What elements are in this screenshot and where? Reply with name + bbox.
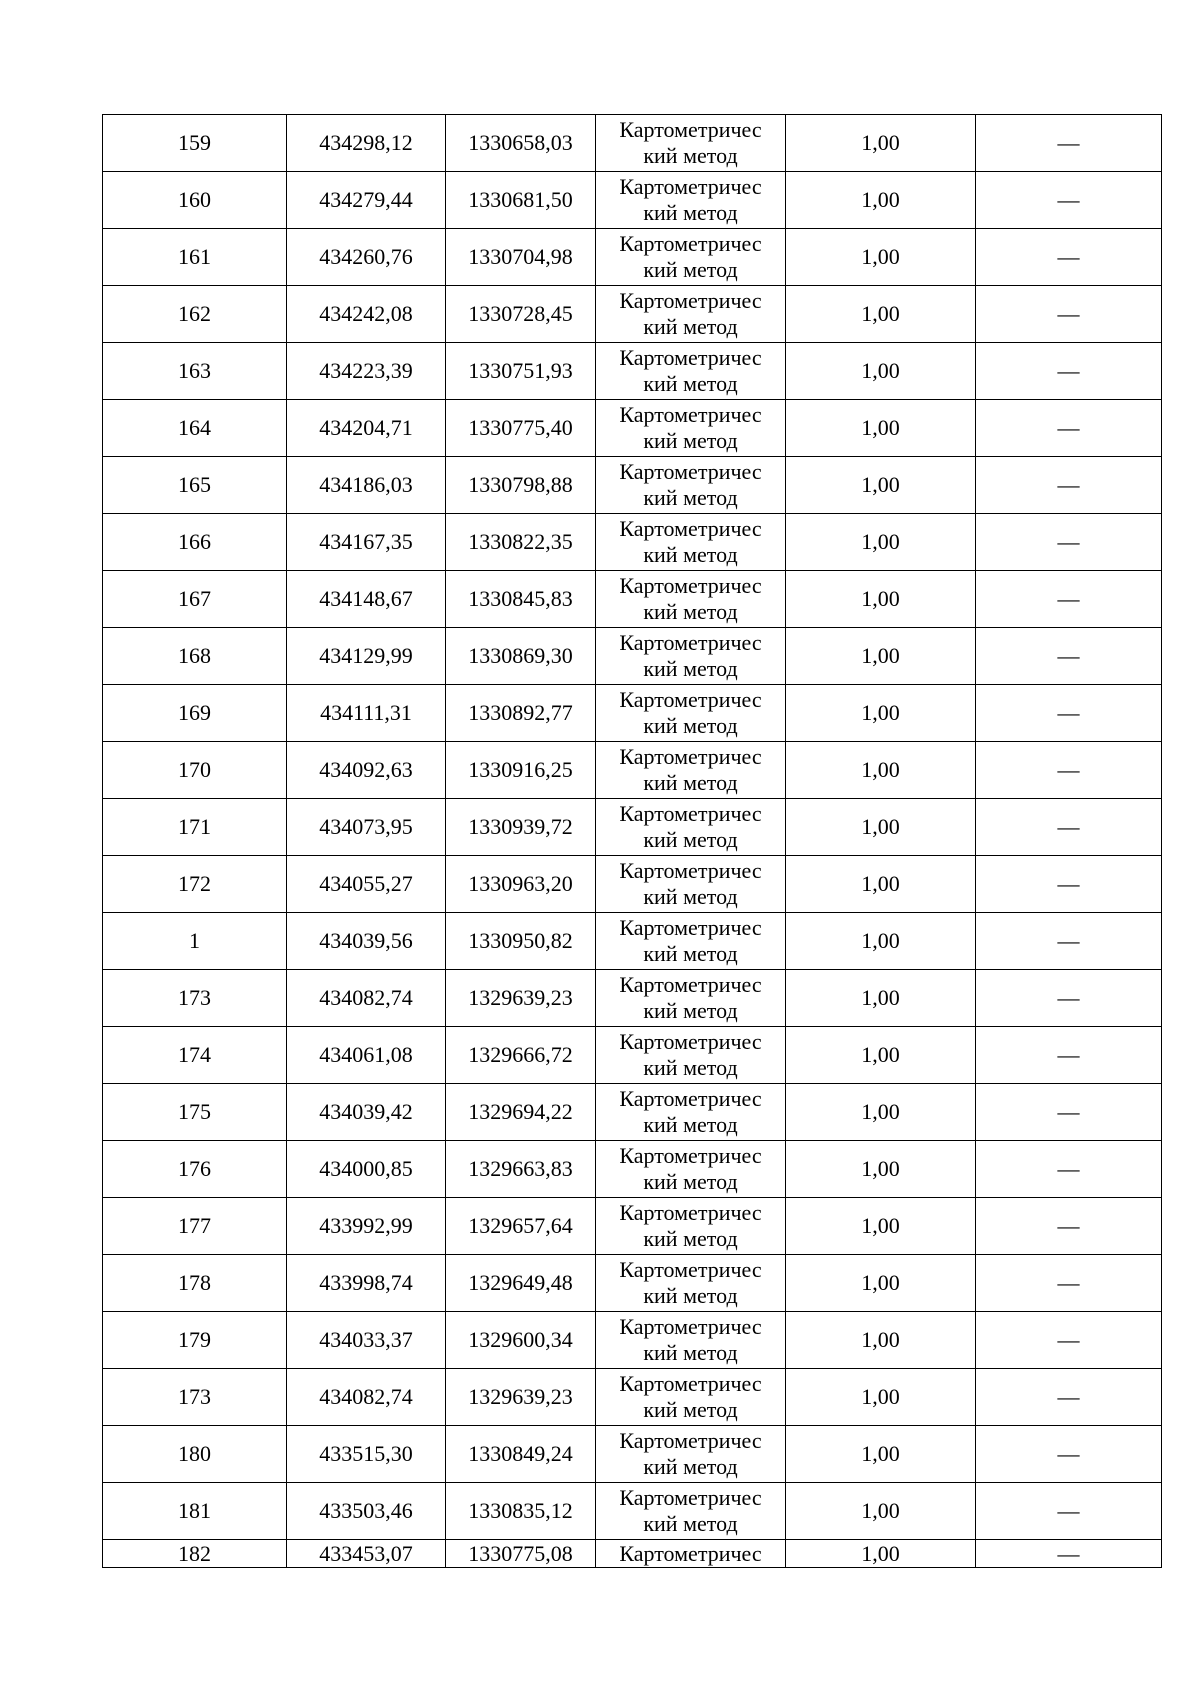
table-row: [103, 343, 1162, 400]
y-coordinate-cell: 1330963,20: [446, 856, 596, 913]
method-line-2: кий метод: [643, 1283, 738, 1308]
table-row: [103, 1483, 1162, 1540]
method-cell: [596, 457, 786, 514]
method-line-1: Картометричес: [619, 516, 762, 541]
method-cell: [596, 1255, 786, 1312]
method-cell: [596, 1426, 786, 1483]
x-coordinate-cell: 433998,74: [287, 1255, 446, 1312]
y-coordinate-cell: 1329663,83: [446, 1141, 596, 1198]
point-number-cell: 170: [103, 742, 287, 799]
accuracy-cell: 1,00: [786, 1255, 976, 1312]
accuracy-cell: 1,00: [786, 1141, 976, 1198]
table-row: [103, 742, 1162, 799]
x-coordinate-cell: 434082,74: [287, 1369, 446, 1426]
method-line-1: Картометричес: [619, 801, 762, 826]
y-coordinate-cell: 1330728,45: [446, 286, 596, 343]
y-coordinate-cell: 1330798,88: [446, 457, 596, 514]
method-line-1: Картометричес: [619, 1029, 762, 1054]
accuracy-cell: 1,00: [786, 1426, 976, 1483]
x-coordinate-cell: 433515,30: [287, 1426, 446, 1483]
y-coordinate-cell: 1330916,25: [446, 742, 596, 799]
method-line-1: Картометричес: [619, 1540, 762, 1566]
table-body: [103, 115, 1162, 1568]
point-number-cell: 1: [103, 913, 287, 970]
description-cell: —: [976, 628, 1162, 685]
description-cell: —: [976, 400, 1162, 457]
x-coordinate-cell: 434082,74: [287, 970, 446, 1027]
y-coordinate-cell: 1330822,35: [446, 514, 596, 571]
x-coordinate-cell: 433503,46: [287, 1483, 446, 1540]
method-line-1: Картометричес: [619, 687, 762, 712]
description-cell: —: [976, 742, 1162, 799]
y-coordinate-cell: 1330835,12: [446, 1483, 596, 1540]
description-cell: —: [976, 1141, 1162, 1198]
table-row: [103, 172, 1162, 229]
accuracy-cell: 1,00: [786, 970, 976, 1027]
method-line-2: кий метод: [643, 485, 738, 510]
table-row: [103, 571, 1162, 628]
accuracy-cell: 1,00: [786, 1084, 976, 1141]
method-line-2: кий метод: [643, 1055, 738, 1080]
method-cell: [596, 343, 786, 400]
table-row: [103, 685, 1162, 742]
point-number-cell: 173: [103, 970, 287, 1027]
description-cell: —: [976, 913, 1162, 970]
point-number-cell: 163: [103, 343, 287, 400]
description-cell: —: [976, 1426, 1162, 1483]
accuracy-cell: 1,00: [786, 172, 976, 229]
method-cell: [596, 1540, 786, 1568]
point-number-cell: 175: [103, 1084, 287, 1141]
x-coordinate-cell: 434279,44: [287, 172, 446, 229]
point-number-cell: 169: [103, 685, 287, 742]
description-cell: —: [976, 1369, 1162, 1426]
x-coordinate-cell: 434129,99: [287, 628, 446, 685]
accuracy-cell: 1,00: [786, 856, 976, 913]
method-line-1: Картометричес: [619, 1485, 762, 1510]
method-line-2: кий метод: [643, 314, 738, 339]
y-coordinate-cell: 1330869,30: [446, 628, 596, 685]
description-cell: —: [976, 970, 1162, 1027]
description-cell: —: [976, 1027, 1162, 1084]
accuracy-cell: 1,00: [786, 799, 976, 856]
table-row: [103, 799, 1162, 856]
accuracy-cell: 1,00: [786, 1312, 976, 1369]
accuracy-cell: 1,00: [786, 1369, 976, 1426]
method-line-1: Картометричес: [619, 1143, 762, 1168]
table-row: [103, 1084, 1162, 1141]
method-line-1: Картометричес: [619, 1257, 762, 1282]
method-line-2: кий метод: [643, 941, 738, 966]
method-line-1: Картометричес: [619, 858, 762, 883]
point-number-cell: 171: [103, 799, 287, 856]
method-line-2: кий метод: [643, 656, 738, 681]
method-cell: [596, 172, 786, 229]
accuracy-cell: 1,00: [786, 571, 976, 628]
method-line-1: Картометричес: [619, 288, 762, 313]
method-line-2: кий метод: [643, 827, 738, 852]
point-number-cell: 172: [103, 856, 287, 913]
accuracy-cell: 1,00: [786, 229, 976, 286]
x-coordinate-cell: 433453,07: [287, 1540, 446, 1568]
method-line-1: Картометричес: [619, 1371, 762, 1396]
x-coordinate-cell: 433992,99: [287, 1198, 446, 1255]
point-number-cell: 165: [103, 457, 287, 514]
table-row: [103, 1141, 1162, 1198]
table-row: [103, 1255, 1162, 1312]
method-cell: [596, 115, 786, 172]
table-row: [103, 628, 1162, 685]
table-row: [103, 514, 1162, 571]
method-line-2: кий метод: [643, 257, 738, 282]
table-row: [103, 856, 1162, 913]
method-cell: [596, 400, 786, 457]
x-coordinate-cell: 434186,03: [287, 457, 446, 514]
description-cell: —: [976, 685, 1162, 742]
method-line-1: Картометричес: [619, 1428, 762, 1453]
method-cell: [596, 856, 786, 913]
point-number-cell: 178: [103, 1255, 287, 1312]
method-line-1: Картометричес: [619, 402, 762, 427]
point-number-cell: 180: [103, 1426, 287, 1483]
table-row: [103, 1312, 1162, 1369]
description-cell: —: [976, 343, 1162, 400]
method-cell: [596, 1084, 786, 1141]
accuracy-cell: 1,00: [786, 343, 976, 400]
table-row: [103, 1426, 1162, 1483]
accuracy-cell: 1,00: [786, 1483, 976, 1540]
method-cell: [596, 685, 786, 742]
accuracy-cell: 1,00: [786, 628, 976, 685]
method-line-2: кий метод: [643, 770, 738, 795]
description-cell: —: [976, 457, 1162, 514]
method-line-1: Картометричес: [619, 1086, 762, 1111]
y-coordinate-cell: 1330775,08: [446, 1540, 596, 1568]
accuracy-cell: 1,00: [786, 1540, 976, 1568]
point-number-cell: 179: [103, 1312, 287, 1369]
method-line-1: Картометричес: [619, 972, 762, 997]
accuracy-cell: 1,00: [786, 1027, 976, 1084]
method-line-2: кий метод: [643, 371, 738, 396]
method-line-2: кий метод: [643, 1454, 738, 1479]
x-coordinate-cell: 434092,63: [287, 742, 446, 799]
description-cell: —: [976, 1084, 1162, 1141]
y-coordinate-cell: 1329694,22: [446, 1084, 596, 1141]
accuracy-cell: 1,00: [786, 742, 976, 799]
point-number-cell: 174: [103, 1027, 287, 1084]
point-number-cell: 173: [103, 1369, 287, 1426]
accuracy-cell: 1,00: [786, 514, 976, 571]
x-coordinate-cell: 434039,56: [287, 913, 446, 970]
x-coordinate-cell: 434298,12: [287, 115, 446, 172]
method-line-1: Картометричес: [619, 573, 762, 598]
x-coordinate-cell: 434223,39: [287, 343, 446, 400]
accuracy-cell: 1,00: [786, 685, 976, 742]
method-line-1: Картометричес: [619, 1200, 762, 1225]
description-cell: —: [976, 229, 1162, 286]
method-cell: [596, 970, 786, 1027]
point-number-cell: 168: [103, 628, 287, 685]
point-number-cell: 161: [103, 229, 287, 286]
table-row: [103, 913, 1162, 970]
method-line-2: кий метод: [643, 200, 738, 225]
x-coordinate-cell: 434111,31: [287, 685, 446, 742]
coordinates-table: [102, 114, 1162, 1568]
method-line-2: кий метод: [643, 1169, 738, 1194]
y-coordinate-cell: 1330892,77: [446, 685, 596, 742]
description-cell: —: [976, 1483, 1162, 1540]
method-line-2: кий метод: [643, 998, 738, 1023]
y-coordinate-cell: 1330939,72: [446, 799, 596, 856]
x-coordinate-cell: 434055,27: [287, 856, 446, 913]
method-cell: [596, 1369, 786, 1426]
table-row: [103, 970, 1162, 1027]
method-line-1: Картометричес: [619, 915, 762, 940]
description-cell: —: [976, 286, 1162, 343]
method-cell: [596, 1483, 786, 1540]
method-line-2: кий метод: [643, 1511, 738, 1536]
description-cell: —: [976, 172, 1162, 229]
description-cell: —: [976, 514, 1162, 571]
point-number-cell: 182: [103, 1540, 287, 1568]
table-row: [103, 1369, 1162, 1426]
accuracy-cell: 1,00: [786, 457, 976, 514]
description-cell: —: [976, 115, 1162, 172]
y-coordinate-cell: 1329639,23: [446, 970, 596, 1027]
y-coordinate-cell: 1329639,23: [446, 1369, 596, 1426]
table-row: [103, 229, 1162, 286]
method-line-1: Картометричес: [619, 1314, 762, 1339]
method-line-2: кий метод: [643, 542, 738, 567]
method-cell: [596, 1027, 786, 1084]
description-cell: —: [976, 1255, 1162, 1312]
description-cell: —: [976, 1312, 1162, 1369]
x-coordinate-cell: 434242,08: [287, 286, 446, 343]
table-row: [103, 286, 1162, 343]
method-cell: [596, 571, 786, 628]
point-number-cell: 162: [103, 286, 287, 343]
accuracy-cell: 1,00: [786, 286, 976, 343]
point-number-cell: 159: [103, 115, 287, 172]
method-line-2: кий метод: [643, 713, 738, 738]
method-cell: [596, 229, 786, 286]
method-line-2: кий метод: [643, 1397, 738, 1422]
method-cell: [596, 913, 786, 970]
y-coordinate-cell: 1330751,93: [446, 343, 596, 400]
point-number-cell: 176: [103, 1141, 287, 1198]
table-row: [103, 115, 1162, 172]
method-line-2: кий метод: [643, 884, 738, 909]
description-cell: —: [976, 856, 1162, 913]
y-coordinate-cell: 1330658,03: [446, 115, 596, 172]
accuracy-cell: 1,00: [786, 115, 976, 172]
method-line-1: Картометричес: [619, 117, 762, 142]
y-coordinate-cell: 1330950,82: [446, 913, 596, 970]
method-line-2: кий метод: [643, 1112, 738, 1137]
x-coordinate-cell: 434204,71: [287, 400, 446, 457]
x-coordinate-cell: 434073,95: [287, 799, 446, 856]
point-number-cell: 164: [103, 400, 287, 457]
y-coordinate-cell: 1329600,34: [446, 1312, 596, 1369]
method-cell: [596, 628, 786, 685]
point-number-cell: 181: [103, 1483, 287, 1540]
accuracy-cell: 1,00: [786, 1198, 976, 1255]
accuracy-cell: 1,00: [786, 400, 976, 457]
method-line-2: кий метод: [643, 428, 738, 453]
y-coordinate-cell: 1329657,64: [446, 1198, 596, 1255]
method-line-2: кий метод: [643, 1226, 738, 1251]
x-coordinate-cell: 434167,35: [287, 514, 446, 571]
accuracy-cell: 1,00: [786, 913, 976, 970]
method-line-1: Картометричес: [619, 630, 762, 655]
y-coordinate-cell: 1330681,50: [446, 172, 596, 229]
method-cell: [596, 514, 786, 571]
method-line-1: Картометричес: [619, 174, 762, 199]
description-cell: —: [976, 571, 1162, 628]
method-cell: [596, 742, 786, 799]
table-row: [103, 400, 1162, 457]
method-line-1: Картометричес: [619, 345, 762, 370]
method-cell: [596, 799, 786, 856]
method-cell: [596, 1141, 786, 1198]
y-coordinate-cell: 1329649,48: [446, 1255, 596, 1312]
y-coordinate-cell: 1329666,72: [446, 1027, 596, 1084]
table-row: [103, 457, 1162, 514]
method-line-2: кий метод: [643, 599, 738, 624]
x-coordinate-cell: 434039,42: [287, 1084, 446, 1141]
x-coordinate-cell: 434061,08: [287, 1027, 446, 1084]
method-line-2: кий метод: [643, 143, 738, 168]
point-number-cell: 167: [103, 571, 287, 628]
table-row: [103, 1027, 1162, 1084]
method-line-1: Картометричес: [619, 744, 762, 769]
x-coordinate-cell: 434033,37: [287, 1312, 446, 1369]
method-line-1: Картометричес: [619, 459, 762, 484]
y-coordinate-cell: 1330849,24: [446, 1426, 596, 1483]
method-cell: [596, 1198, 786, 1255]
y-coordinate-cell: 1330704,98: [446, 229, 596, 286]
y-coordinate-cell: 1330775,40: [446, 400, 596, 457]
point-number-cell: 166: [103, 514, 287, 571]
point-number-cell: 160: [103, 172, 287, 229]
method-line-2: кий метод: [643, 1340, 738, 1365]
y-coordinate-cell: 1330845,83: [446, 571, 596, 628]
method-cell: [596, 286, 786, 343]
description-cell: —: [976, 1540, 1162, 1568]
description-cell: —: [976, 1198, 1162, 1255]
x-coordinate-cell: 434000,85: [287, 1141, 446, 1198]
table-row: [103, 1198, 1162, 1255]
x-coordinate-cell: 434148,67: [287, 571, 446, 628]
x-coordinate-cell: 434260,76: [287, 229, 446, 286]
table-row: [103, 1540, 1162, 1568]
method-cell: [596, 1312, 786, 1369]
method-line-1: Картометричес: [619, 231, 762, 256]
point-number-cell: 177: [103, 1198, 287, 1255]
description-cell: —: [976, 799, 1162, 856]
